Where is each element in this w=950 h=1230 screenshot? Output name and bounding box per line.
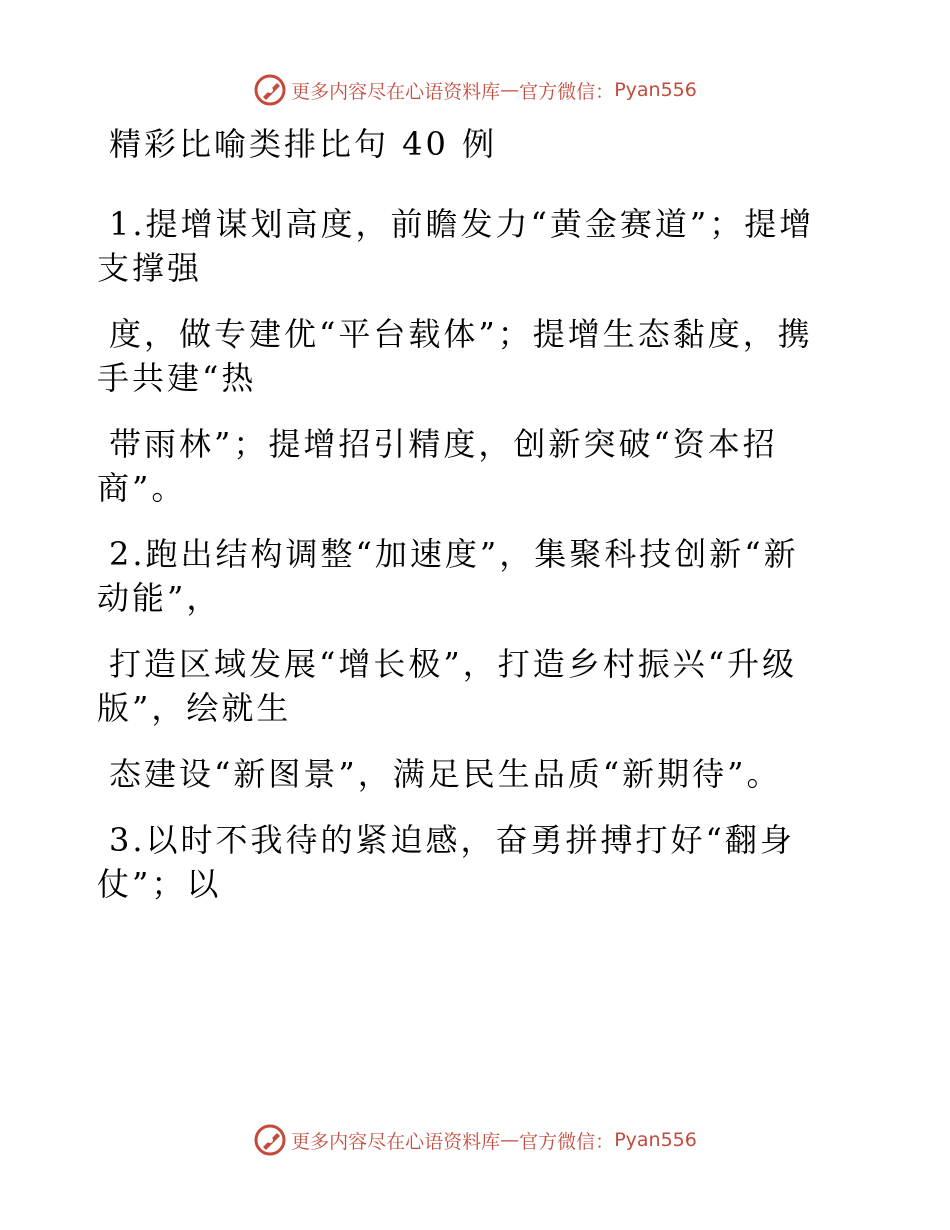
text-line: 带雨林”；提增招引精度，创新突破“资本招 — [109, 425, 778, 463]
text-line: 版”，绘就生 — [97, 689, 292, 727]
watermark-brand: 更多内容尽在心语资料库 — [291, 80, 501, 103]
text-line: 态建设“新图景”，满足民生品质“新期待”。 — [109, 755, 782, 793]
watermark-wechat-id: Pyan556 — [614, 1129, 697, 1151]
text-line: 2.跑出结构调整“加速度”，集聚科技创新“新 — [109, 535, 799, 573]
document-title: 精彩比喻类排比句 40 例 — [109, 125, 498, 163]
text-line: 支撑强 — [97, 249, 203, 287]
text-line: 打造区域发展“增长极”，打造乡村振兴“升级 — [109, 645, 798, 683]
watermark-wechat-id: Pyan556 — [614, 79, 697, 101]
pen-seal-icon — [253, 1123, 287, 1157]
text-line: 仗”；以 — [97, 865, 222, 903]
pen-seal-icon — [253, 73, 287, 107]
text-line: 3.以时不我待的紧迫感，奋勇拼搏打好“翻身 — [109, 821, 795, 859]
text-line: 手共建“热 — [97, 359, 257, 397]
text-line: 商”。 — [97, 469, 187, 507]
text-line: 动能”， — [97, 579, 222, 617]
text-line: 1.提增谋划高度，前瞻发力“黄金赛道”；提增 — [109, 205, 815, 243]
watermark-label: 官方微信： — [519, 1130, 615, 1153]
text-line: 度，做专建优“平台载体”；提增生态黏度，携 — [109, 315, 813, 353]
watermark-dash: — — [500, 1129, 520, 1151]
watermark-dash: — — [500, 79, 520, 101]
watermark-label: 官方微信： — [519, 80, 615, 103]
footer-watermark — [0, 1120, 950, 1160]
watermark-brand: 更多内容尽在心语资料库 — [291, 1130, 501, 1153]
header-watermark — [0, 70, 950, 110]
document-body — [97, 118, 837, 906]
